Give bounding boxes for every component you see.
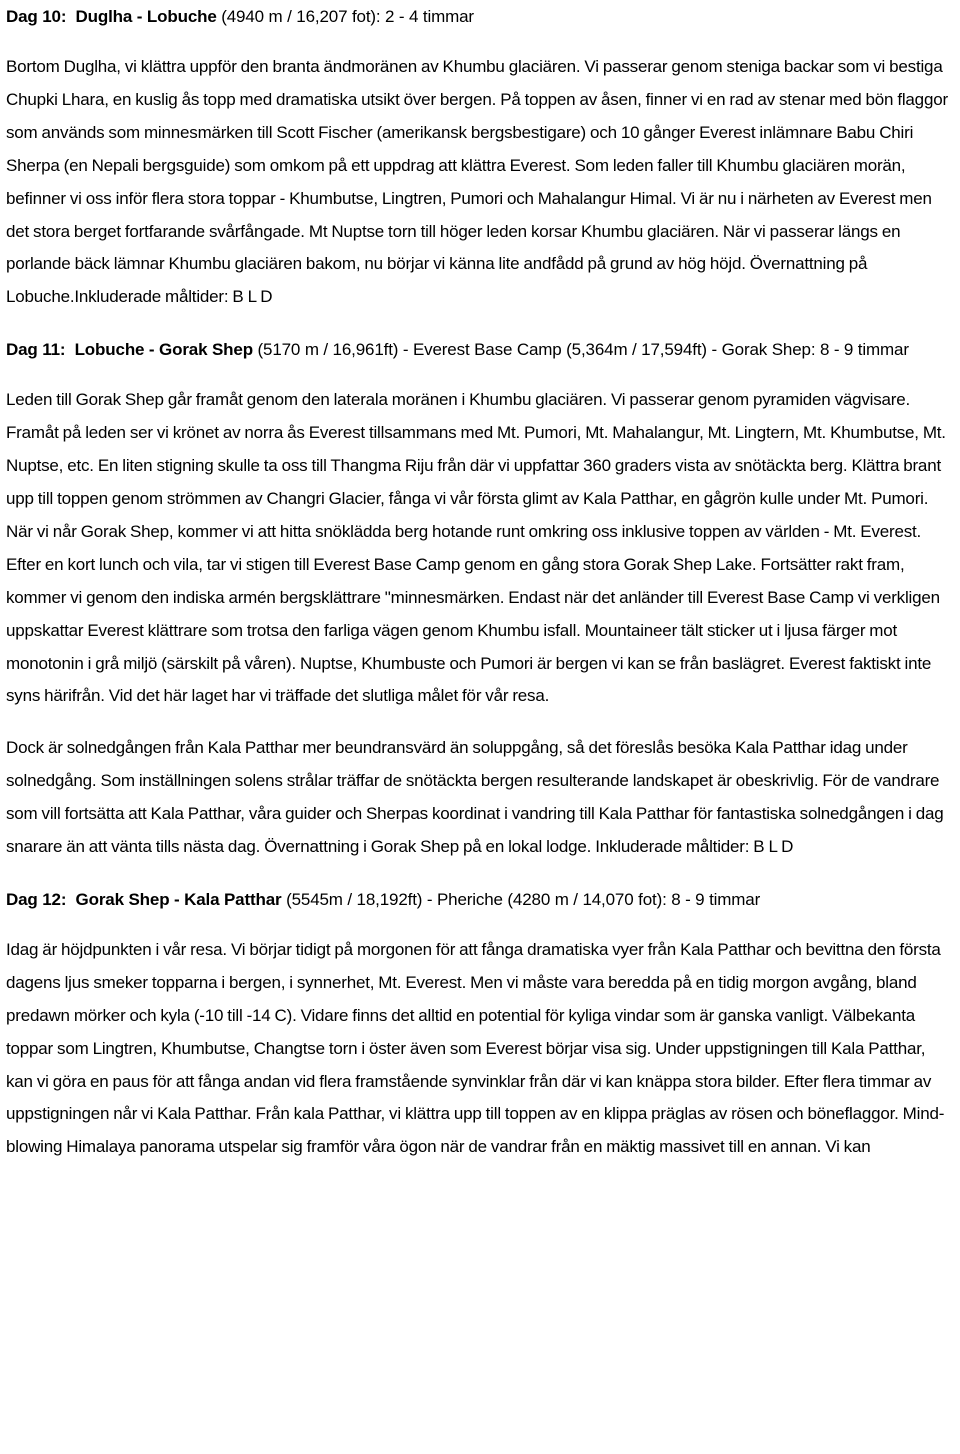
day11-heading [6,333,954,366]
day12-paragraph: Idag är höjdpunkten i vår resa. Vi börjar tidigt på morgonen för att fånga dramatiska vyer från Kala Patthar och bevittna den första dagens ljus smeker topparna i bergen, i synnerhet, Mt. Everest. Men vi måste vara beredda på en tidig morgon avgång, bland predawn mörker och kyla (-10 till -14 C). Vidare finns det alltid en potential för kyliga vindar som är ganska vanligt. Välbekanta toppar som Lingtren, Khumbutse, Changtse torn i öster även som Everest börjar visa sig. Under uppstigningen till Kala Patthar, kan vi göra en paus för att fånga andan vid flera framstående synvinklar från där vi kan knäppa stora bilder. Efter flera timmar av uppstigningen når vi Kala Patthar. Från kala Patthar, vi klättra upp till toppen av en klippa präglas av rösen och böneflaggor. Mind-blowing Himalaya panorama utspelar sig framför våra ögon när de vandrar från en mäktig massivet till en annan. Vi kan [6,939,945,1157]
day10-label: Dag 10: [6,7,67,26]
day11-paragraph-2: Dock är solnedgången från Kala Patthar mer beundransvärd än soluppgång, så det föreslås besöka Kala Patthar idag under solnedgång. Som inställningen solens strålar träffar de snötäckta bergen resulterande landskapet är obeskrivlig. För de vandrare som vill fortsätta att Kala Patthar, våra guider och Sherpas koordinat i vandring till Kala Patthar för fantastiska solnedgången i dag snarare än att vänta tills nästa dag. Övernattning i Gorak Shep på en lokal lodge. Inkluderade måltider: B L D [6,738,944,857]
day12-label: Dag 12: [6,889,67,909]
day12-heading [6,883,954,916]
day10-heading [6,0,954,33]
day10-details: (4940 m / 16,207 fot): 2 - 4 timmar [216,7,474,26]
day10-route: Duglha - Lobuche [75,7,217,26]
day12-details: (5545m / 18,192ft) - Pheriche (4280 m / 14,070 fot): 8 - 9 timmar [281,889,761,909]
day11-paragraph-1: Leden till Gorak Shep går framåt genom den laterala moränen i Khumbu glaciären. Vi passerar genom pyramiden vägvisare. Framåt på leden ser vi krönet av norra ås Everest tillsammans med Mt. Pumori, Mt. Mahalangur, Mt. Lingtern, Mt. Khumbutse, Mt. Nuptse, etc. En liten stigning skulle ta oss till Thangma Riju från där vi uppfattar 360 graders vista av snötäckta berg. Klättra brant upp till toppen genom strömmen av Changri Glacier, fånga vi vår första glimt av Kala Patthar, en gågrön kulle under Mt. Pumori. När vi når Gorak Shep, kommer vi att hitta snöklädda berg hotande runt omkring oss inklusive toppen av världen - Mt. Everest. Efter en kort lunch och vila, tar vi stigen till Everest Base Camp genom en gång stora Gorak Shep Lake. Fortsätter rakt fram, kommer vi genom den indiska armén bergsklättrare "minnesmärken. Endast när det anländer till Everest Base Camp vi verkligen uppskattar Everest klättrare som trotsa den farliga vägen genom Khumbu isfall. Mountaineer tält sticker ut i ljusa färger mot monotonin i grå miljö (särskilt på våren). Nuptse, Khumbuste och Pumori är bergen vi kan se från baslägret. Everest faktiskt inte syns härifrån. Vid det här laget har vi träffade det slutliga målet för vår resa. [6,390,946,706]
day11-details: (5170 m / 16,961ft) - Everest Base Camp (5,364m / 17,594ft) - Gorak Shep: 8 - 9 timmar [252,340,909,360]
day11-label: Dag 11: [6,340,66,360]
day11-route: Lobuche - Gorak Shep [74,340,253,360]
day12-route: Gorak Shep - Kala Patthar [75,889,282,909]
day10-paragraph: Bortom Duglha, vi klättra uppför den branta ändmoränen av Khumbu glaciären. Vi passerar genom steniga backar som vi bestiga Chupki Lhara, en kuslig ås topp med dramatiska utsikt över bergen. På toppen av åsen, finner vi en rad av stenar med bön flaggor som används som minnesmärken till Scott Fischer (amerikansk bergsbestigare) och 10 gånger Everest inlämnare Babu Chiri Sherpa (en Nepali bergsguide) som omkom på ett uppdrag att klättra Everest. Som leden faller till Khumbu glaciären morän, befinner vi oss inför flera stora toppar - Khumbutse, Lingtren, Pumori och Mahalangur Himal. Vi är nu i närheten av Everest men det stora berget fortfarande svårfångade. Mt Nuptse torn till höger leden korsar Khumbu glaciären. När vi passerar längs en porlande bäck lämnar Khumbu glaciären bakom, nu börjar vi känna lite andfådd på grund av hög höjd. Övernattning på Lobuche.Inkluderade måltider: B L D [6,57,948,307]
